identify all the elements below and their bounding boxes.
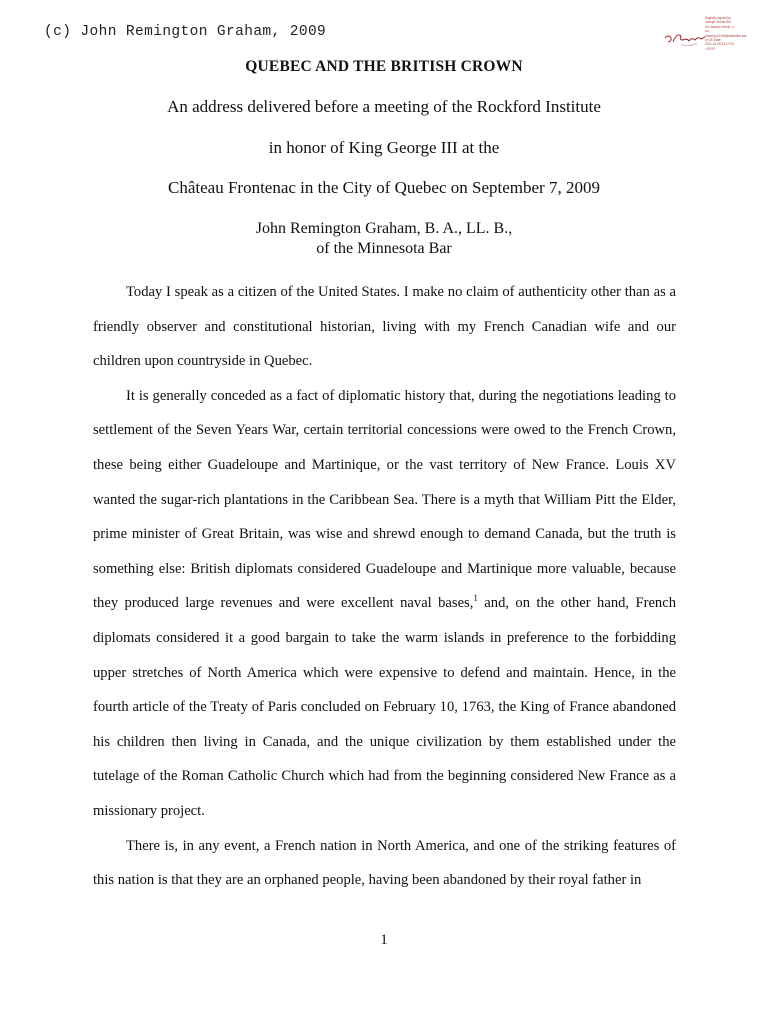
footnote-ref-1[interactable]: 1 <box>473 593 478 604</box>
paragraph-2 <box>93 379 676 829</box>
document-title: QUEBEC AND THE BRITISH CROWN <box>245 58 523 75</box>
page-number: 1 <box>380 932 388 948</box>
paragraph-3: There is, in any event, a French nation in North America, and one of the striking features of this nation is that they are an orphaned people, having been abandoned by their royal father in <box>93 837 676 889</box>
paragraph-2-part-1: It is generally conceded as a fact of diplomatic history that, during the negotiations leading to settlement of the Seven Years War, certain territorial concessions were owed to the French Crown, these being either Guadeloupe and Martinique, or the vast territory of New France. Louis XV wanted the sugar-rich plantations in the Caribbean Sea. There is a myth that William Pitt the Elder, prime minister of Great Britain, was wise and shrewd enough to demand Canada, but the truth is something else: British diplomats considered Guadeloupe and Martinique more valuable, because they produced large revenues and were excellent naval bases, <box>93 387 676 612</box>
subtitle-line-1: An address delivered before a meeting of the Rockford Institute <box>167 97 601 116</box>
signature-scribble-icon <box>663 28 707 50</box>
signature-details: Digitally signed by Joseph Zernik DN: cn=Joseph Zernik, o, ou, email=jz12345@earthlink.net, c=US Date: 2011.01.08 12:17:02 +02'00' <box>705 16 748 51</box>
author-affiliation: of the Minnesota Bar <box>316 240 452 257</box>
paragraph-1: Today I speak as a citizen of the United States. I make no claim of authenticity other than as a friendly observer and constitutional historian, living with my French Canadian wife and our children upon countryside in Quebec. <box>93 284 676 370</box>
author-name: John Remington Graham, B. A., LL. B., <box>255 220 513 237</box>
subtitle-line-3: Château Frontenac in the City of Quebec on September 7, 2009 <box>168 178 600 197</box>
subtitle-line-2: in honor of King George III at the <box>268 138 500 157</box>
paragraph-2-part-2: and, on the other hand, French diplomats considered it a good bargain to take the warm islands in preference to the forbidding upper stretches of North America which were expensive to defend and maintain. Hence, in the fourth article of the Treaty of Paris concluded on February 10, 1763, the King of France abandoned his children then living in Canada, and the unique civilization by them established under the tutelage of the Roman Catholic Church which had from the beginning considered New France as a missionary project. <box>93 595 676 819</box>
author-block <box>0 219 768 259</box>
copyright-notice: (c) John Remington Graham, 2009 <box>44 24 327 40</box>
document-body <box>93 275 676 898</box>
